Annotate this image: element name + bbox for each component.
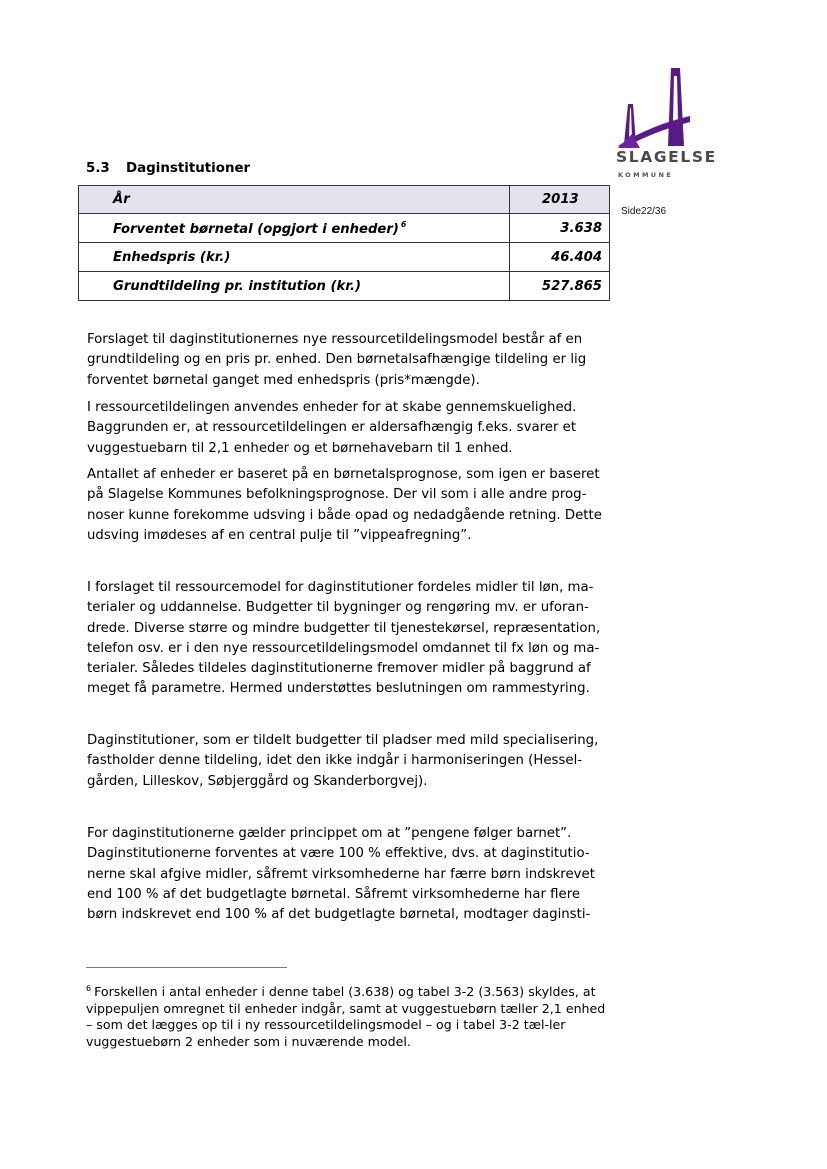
section-title: Daginstitutioner [126, 161, 251, 176]
paragraph-3: Antallet af enheder er baseret på en børnetalsprognose, som igen er baseret på Slagelse Kommunes befolkningsprognose. Der vil som i alle andre prog-noser kunne forekomme udsving i både opad og nedadgående retning. Dette udsving imødeses af en central pulje til ”vippeafregning”. [87, 467, 602, 543]
footnote-text: Forskellen i antal enheder i denne tabel (3.638) og tabel 3-2 (3.563) skyldes, at vippepuljen omregnet til enheder indgår, samt at vuggestuebørn tæller 2,1 enhed – som det lægges op til i ny ressourcetildelingsmodel – og i tabel 3-2 tæl-ler vuggestuebørn 2 enheder som i nuværende model. [86, 984, 606, 1049]
paragraph-1: Forslaget til daginstitutionernes nye ressourcetildelingsmodel består af en grundtildeling og en pris pr. enhed. Den børnetalsafhængige tildeling er lig forventet børnetal ganget med enhedspris (pris*mængde). [87, 332, 587, 388]
logo-subtitle: KOMMUNE [618, 171, 674, 179]
table-header-label: År [79, 186, 510, 214]
slagelse-kommune-logo [612, 60, 722, 185]
table-row [79, 214, 610, 243]
table-row [79, 243, 610, 272]
table-row-value: 527.865 [510, 272, 610, 301]
footnote [86, 981, 611, 1050]
footnote-number: 6 [86, 984, 92, 993]
paragraph-4: I forslaget til ressourcemodel for daginstitutioner fordeles midler til løn, ma-terialer og uddannelse. Budgetter til bygninger og rengøring mv. er uforan-drede. Diverse større og mindre budgetter til tjenestekørsel, repræsentation, telefon osv. er i den nye ressourcetildelingsmodel omdannet til fx løn og ma-terialer. Således tildeles daginstitutionerne fremover midler på baggrund af meget få parametre. Hermed understøttes beslutningen om rammestyring. [87, 580, 601, 697]
section-heading [86, 161, 250, 176]
table-row-value: 46.404 [510, 243, 610, 272]
paragraph-2: I ressourcetildelingen anvendes enheder for at skabe gennemskuelighed. Baggrunden er, at ressourcetildelingen er aldersafhængig f.eks. svarer et vuggestuebarn til 2,1 enheder og et børnehavebarn til 1 enhed. [87, 400, 577, 456]
table-header-year: 2013 [510, 186, 610, 214]
paragraph-6: For daginstitutionerne gælder princippet om at ”pengene følger barnet”. Daginstitutionerne forventes at være 100 % effektive, dvs. at daginstitutio-nerne skal afgive midler, såfremt virksomhederne har færre børn indskrevet end 100 % af det budgetlagte børnetal. Såfremt virksomhederne har flere børn indskrevet end 100 % af det budgetlagte børnetal, modtager daginsti- [87, 826, 595, 923]
table-row-label: Grundtildeling pr. institution (kr.) [79, 272, 510, 301]
table-row-value: 3.638 [510, 214, 610, 243]
table-row [79, 272, 610, 301]
logo-name: SLAGELSE [616, 148, 717, 166]
footnote-ref[interactable]: 6 [400, 219, 407, 229]
table-row-label: Enhedspris (kr.) [79, 243, 510, 272]
budget-table [78, 185, 610, 301]
footnote-separator [86, 967, 287, 968]
page-number: Side22/36 [621, 206, 667, 217]
section-number: 5.3 [86, 161, 110, 176]
table-row-label: Forventet børnetal (opgjort i enheder) $^6$ [79, 214, 510, 243]
table-header-row [79, 186, 610, 214]
bridge-logo-icon [618, 64, 690, 148]
paragraph-5: Daginstitutioner, som er tildelt budgetter til pladser med mild specialisering, fastholder denne tildeling, idet den ikke indgår i harmoniseringen (Hessel-gården, Lilleskov, Søbjerggård og Skanderborgvej). [87, 733, 599, 789]
